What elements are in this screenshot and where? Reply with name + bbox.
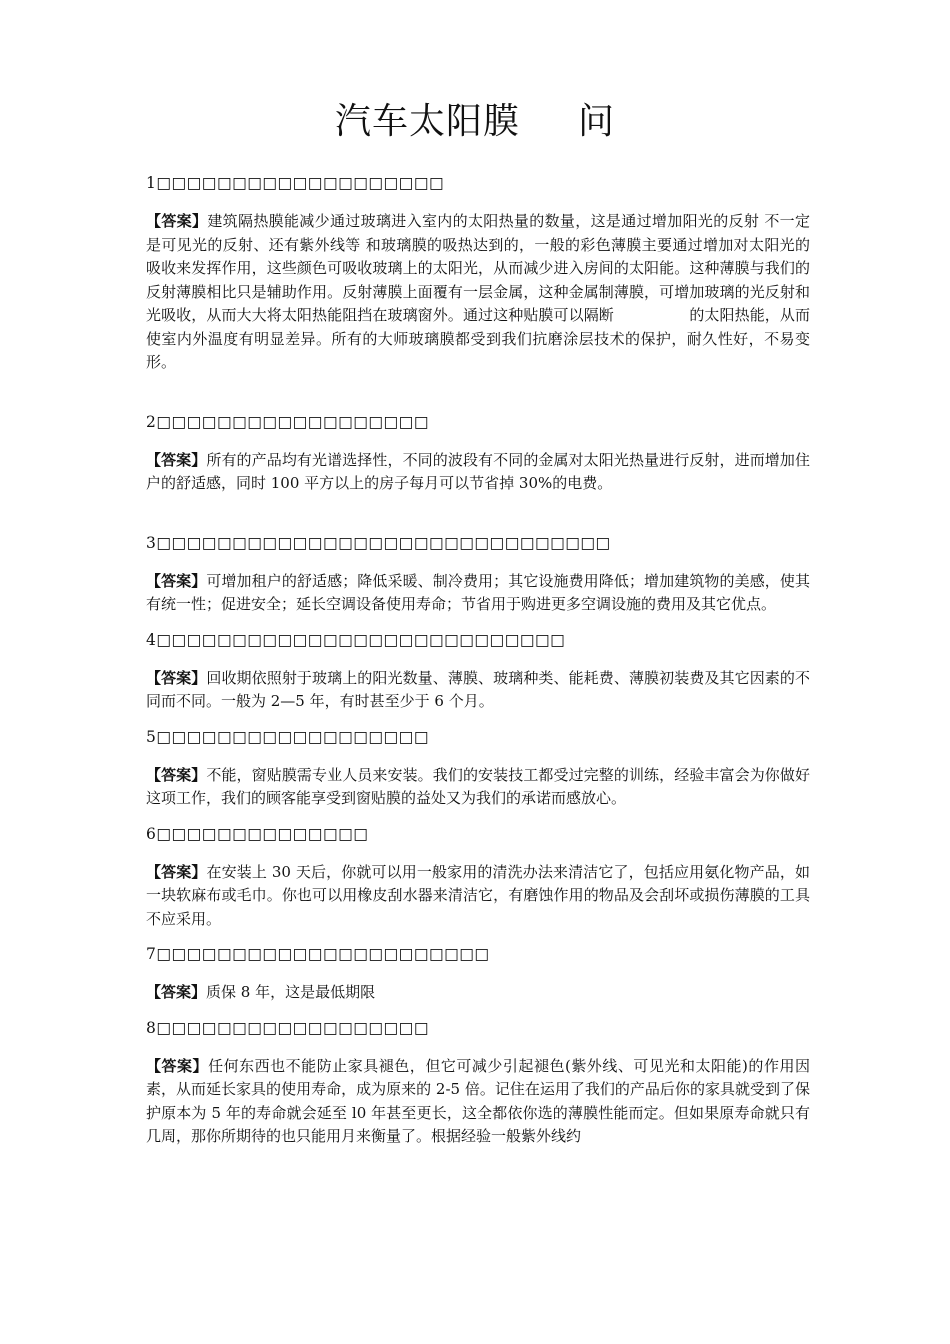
- faq-item-4: [146, 625, 810, 714]
- faq-list: [146, 168, 810, 1157]
- title-main: 汽车太阳膜: [334, 101, 520, 142]
- answer-text: 【答案】回收期依照射于玻璃上的阳光数量、薄膜、玻璃种类、能耗费、薄膜初装费及其它因素的不同而不同。一般为 2—5 年，有时甚至少于 6 个月。: [146, 668, 810, 710]
- answer-tag: 【答案】: [146, 983, 207, 1001]
- page-title: [0, 96, 950, 148]
- answer-text: 【答案】任何东西也不能防止家具褪色，但它可减少引起褪色(紫外线、可见光和太阳能)的作用因素，从而延长家具的使用寿命，成为原来的 2-5 倍。记住在运用了我们的产品后你的家具就受到了保护原本为 5 年的寿命就会延至 l0 年甚至更长，这全都依你选的薄膜性能而定。但如果原寿命就只有几周，那你所期待的也只能用月来衡量了。根据经验一般紫外线约: [146, 1056, 810, 1145]
- question-text: 8□□□□□□□□□□□□□□□□□□: [146, 1018, 429, 1037]
- question-text: 3□□□□□□□□□□□□□□□□□□□□□□□□□□□□□□: [146, 533, 611, 552]
- answer-tag: 【答案】: [146, 571, 207, 590]
- question-text: 5□□□□□□□□□□□□□□□□□□: [146, 727, 429, 746]
- question-text: 6□□□□□□□□□□□□□□: [146, 824, 369, 843]
- answer-text: 【答案】质保 8 年，这是最低期限: [146, 983, 376, 1001]
- title-suffix: 问: [578, 101, 616, 142]
- answer-tag: 【答案】: [146, 212, 208, 230]
- faq-item-5: [146, 722, 810, 811]
- question-text: 4□□□□□□□□□□□□□□□□□□□□□□□□□□□: [146, 630, 566, 649]
- faq-item-2: [146, 407, 810, 496]
- answer-tag: 【答案】: [146, 862, 207, 881]
- answer-text: 【答案】在安装上 30 天后，你就可以用一般家用的清洗办法来清洁它了，包括应用氨化物产品，如一块软麻布或毛巾。你也可以用橡皮刮水器来清洁它，有磨蚀作用的物品及会刮坏或损伤薄膜的工具不应采用。: [146, 862, 810, 928]
- question-text: 2□□□□□□□□□□□□□□□□□□: [146, 412, 429, 431]
- answer-tag: 【答案】: [146, 450, 207, 469]
- answer-tag: 【答案】: [146, 668, 207, 687]
- answer-text: 【答案】不能，窗贴膜需专业人员来安装。我们的安装技工都受过完整的训练，经验丰富会为你做好这项工作，我们的顾客能享受到窗贴膜的益处又为我们的承诺而感放心。: [146, 765, 810, 807]
- answer-text: 【答案】可增加租户的舒适感；降低采暖、制冷费用；其它设施费用降低；增加建筑物的美感，使其有统一性；促进安全；延长空调设备使用寿命；节省用于购进更多空调设施的费用及其它优点。: [146, 571, 810, 613]
- faq-item-1: [146, 168, 810, 375]
- answer-tag: 【答案】: [146, 1056, 209, 1075]
- question-text: 1□□□□□□□□□□□□□□□□□□□: [146, 174, 445, 192]
- faq-item-6: [146, 819, 810, 932]
- answer-tag: 【答案】: [146, 765, 207, 784]
- faq-item-7: [146, 939, 810, 1005]
- answer-text: 【答案】建筑隔热膜能减少通过玻璃进入室内的太阳热量的数量，这是通过增加阳光的反射 不一定是可见光的反射、还有紫外线等 和玻璃膜的吸热达到的，一般的彩色薄膜主要通过增加对太阳光的吸收来发挥作用，这些颜色可吸收玻璃上的太阳光，从而减少进入房间的太阳能。这种薄膜与我们的反射薄膜相比只是辅助作用。反射薄膜上面覆有一层金属，这种金属制薄膜，可增加玻璃的光反射和光吸收，从而大大将太阳热能阻挡在玻璃窗外。通过这种贴膜可以隔断 的太阳热能，从而使室内外温度有明显差异。所有的大师玻璃膜都受到我们抗磨涂层技术的保护，耐久性好，不易变形。: [146, 212, 810, 371]
- question-text: 7□□□□□□□□□□□□□□□□□□□□□□: [146, 945, 490, 963]
- faq-item-8: [146, 1013, 810, 1149]
- faq-item-3: [146, 528, 810, 617]
- answer-text: 【答案】所有的产品均有光谱选择性，不同的波段有不同的金属对太阳光热量进行反射，进而增加住户的舒适感，同时 100 平方以上的房子每月可以节省掉 30%的电费。: [146, 450, 810, 492]
